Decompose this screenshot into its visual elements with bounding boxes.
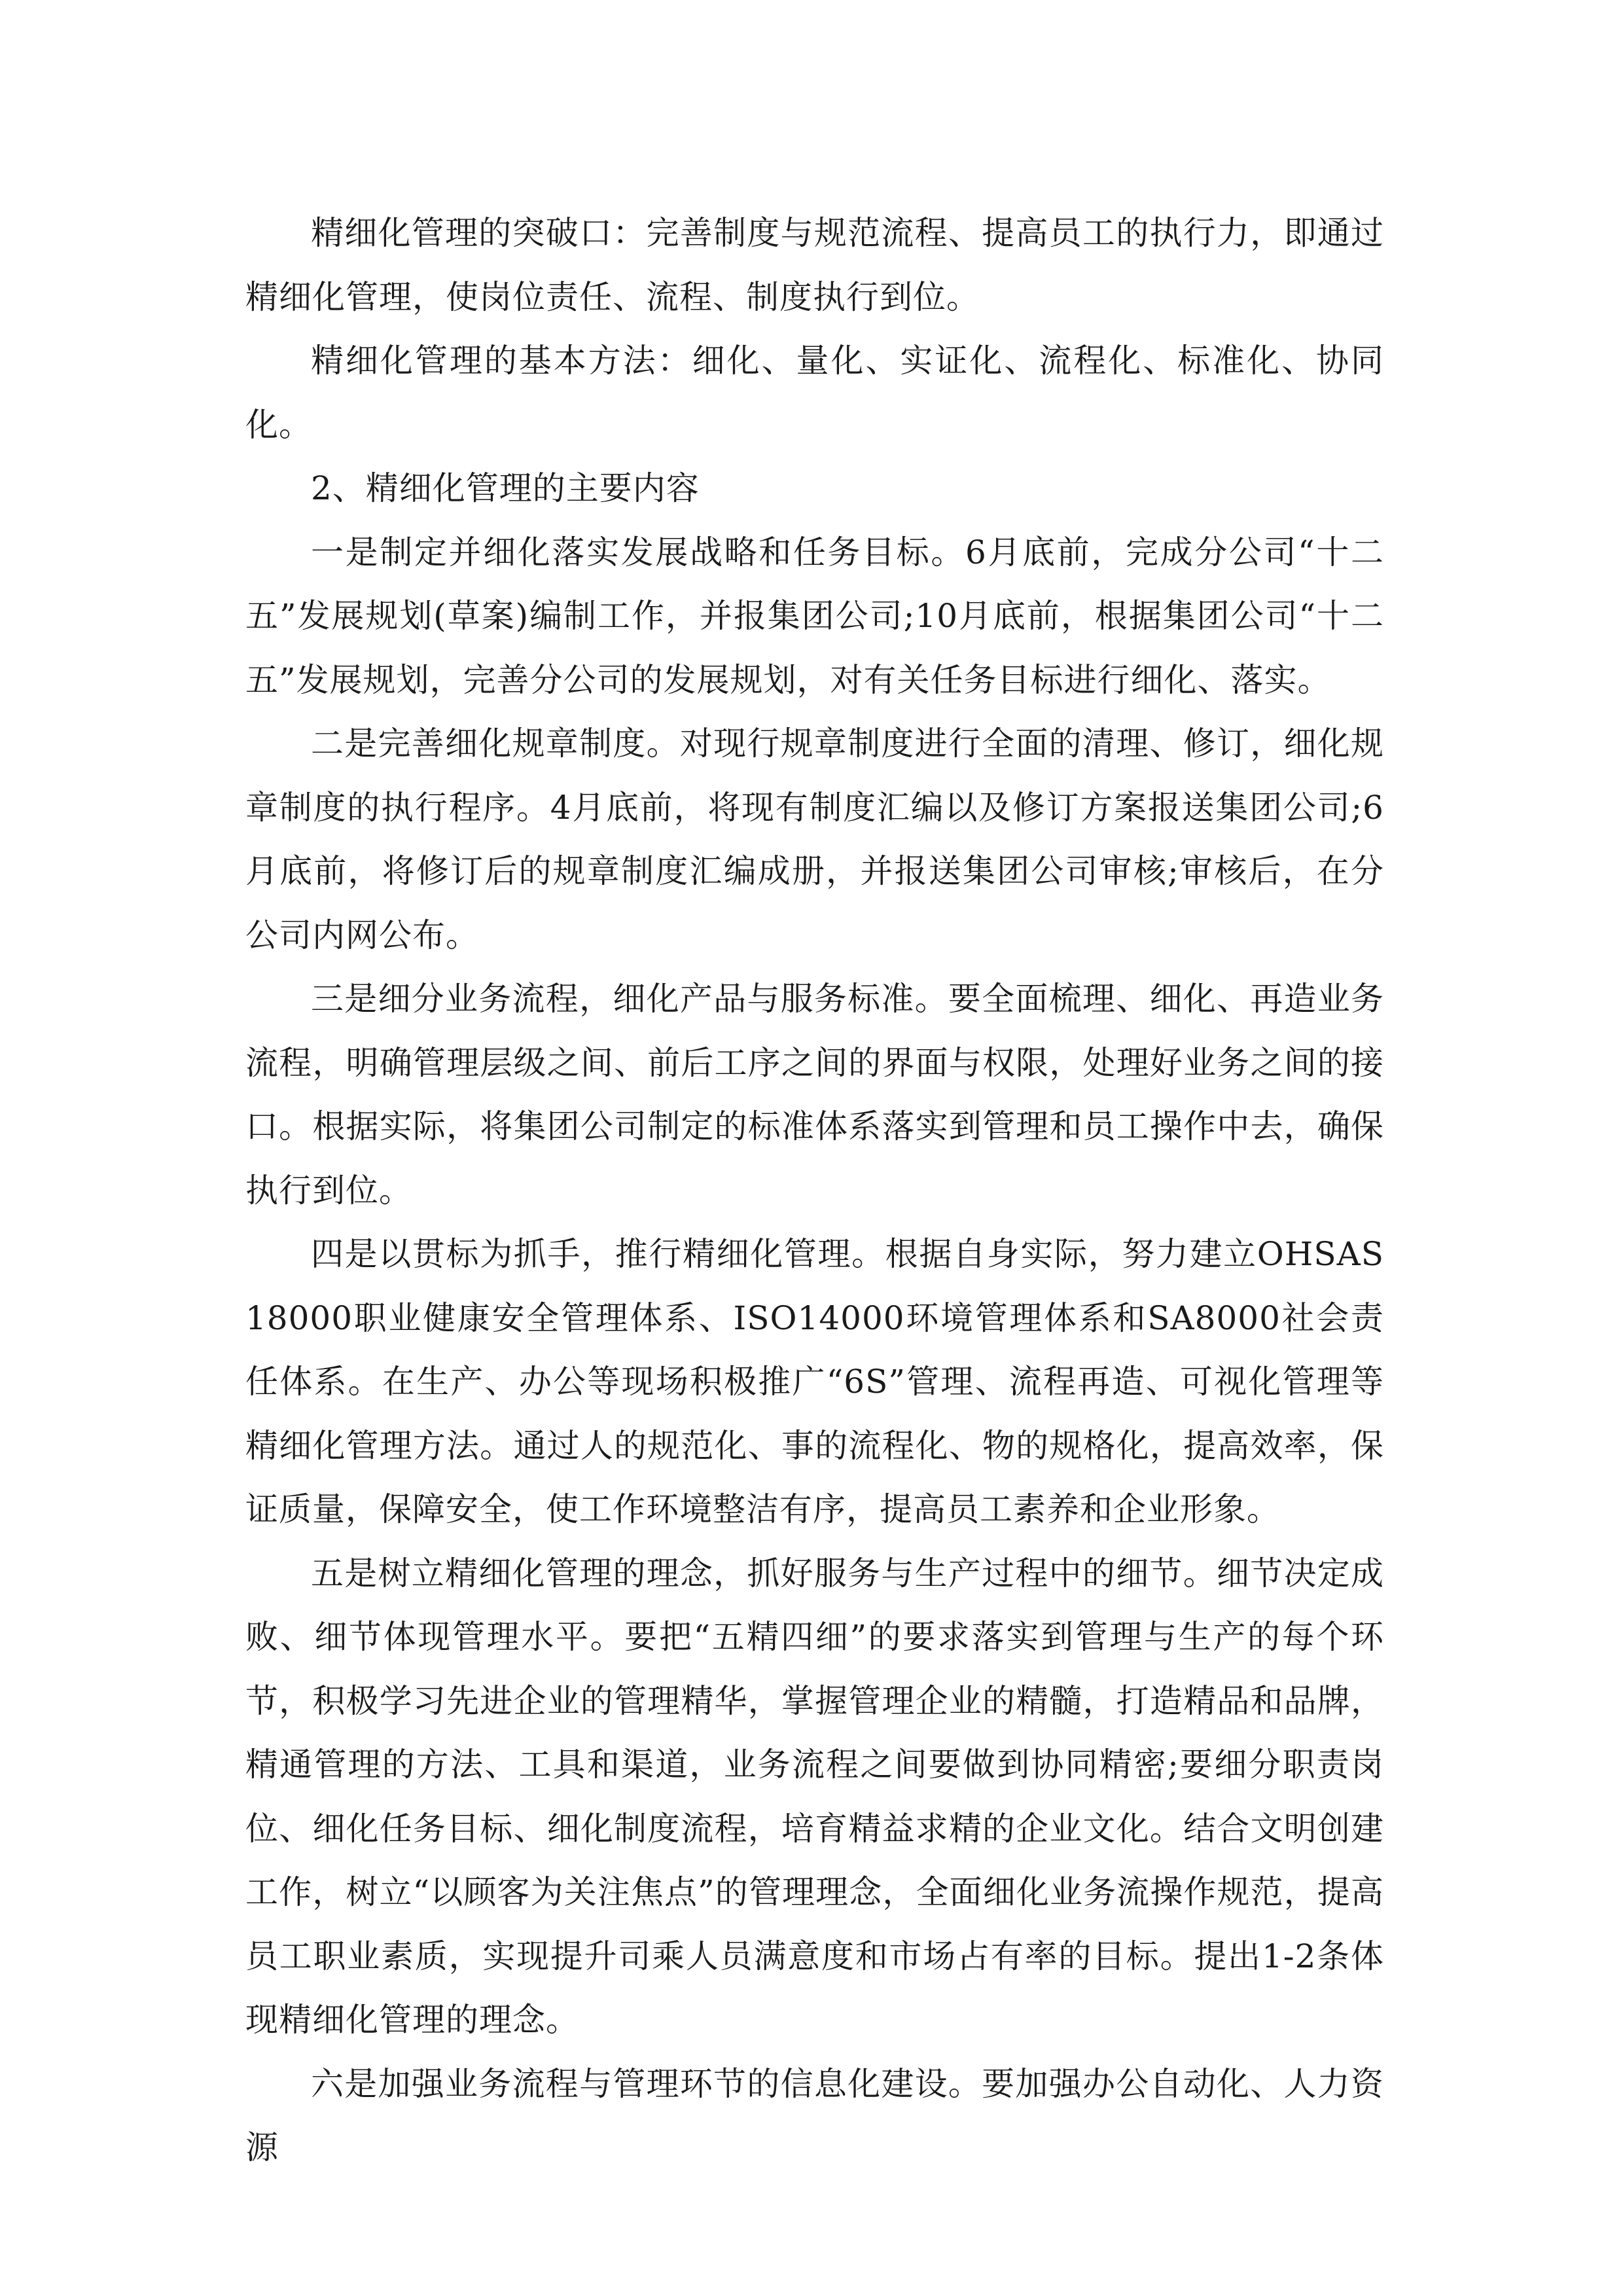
paragraph-item-3: 三是细分业务流程，细化产品与服务标准。要全面梳理、细化、再造业务流程，明确管理层级之间、前后工序之间的界面与权限，处理好业务之间的接口。根据实际，将集团公司制定的标准体系落实到管理和员工操作中去，确保执行到位。 <box>245 980 1384 1210</box>
paragraph-item-5: 五是树立精细化管理的理念，抓好服务与生产过程中的细节。细节决定成败、细节体现管理水平。要把“五精四细”的要求落实到管理与生产的每个环节，积极学习先进企业的管理精华，掌握管理企业的精髓，打造精品和品牌，精通管理的方法、工具和渠道，业务流程之间要做到协同精密;要细分职责岗位、细化任务目标、细化制度流程，培育精益求精的企业文化。结合文明创建工作，树立“以顾客为关注焦点”的管理理念，全面细化业务流操作规范，提高员工职业素质，实现提升司乘人员满意度和市场占有率的目标。提出1-2条体现精细化管理的理念。 <box>245 1554 1384 2039</box>
paragraph-item-2: 二是完善细化规章制度。对现行规章制度进行全面的清理、修订，细化规章制度的执行程序。4月底前，将现有制度汇编以及修订方案报送集团公司;6月底前，将修订后的规章制度汇编成册，并报送集团公司审核;审核后，在分公司内网公布。 <box>245 725 1384 954</box>
paragraph-item-6: 六是加强业务流程与管理环节的信息化建设。要加强办公自动化、人力资源 <box>245 2064 1384 2166</box>
paragraph-item-1: 一是制定并细化落实发展战略和任务目标。6月底前，完成分公司“十二五”发展规划(草案)编制工作，并报集团公司;10月底前，根据集团公司“十二五”发展规划，完善分公司的发展规划，对有关任务目标进行细化、落实。 <box>245 533 1384 699</box>
paragraph-item-4: 四是以贯标为抓手，推行精细化管理。根据自身实际，努力建立OHSAS18000职业健康安全管理体系、ISO14000环境管理体系和SA8000社会责任体系。在生产、办公等现场积极推广“6S”管理、流程再造、可视化管理等精细化管理方法。通过人的规范化、事的流程化、物的规格化，提高效率，保证质量，保障安全，使工作环境整洁有序，提高员工素养和企业形象。 <box>245 1235 1384 1528</box>
paragraph-basic-methods: 精细化管理的基本方法：细化、量化、实证化、流程化、标准化、协同化。 <box>245 342 1384 444</box>
paragraph-breakthrough: 精细化管理的突破口：完善制度与规范流程、提高员工的执行力，即通过精细化管理，使岗位责任、流程、制度执行到位。 <box>245 214 1384 316</box>
section-heading-main-content: 2、精细化管理的主要内容 <box>311 469 700 507</box>
document-body <box>245 202 1384 2180</box>
